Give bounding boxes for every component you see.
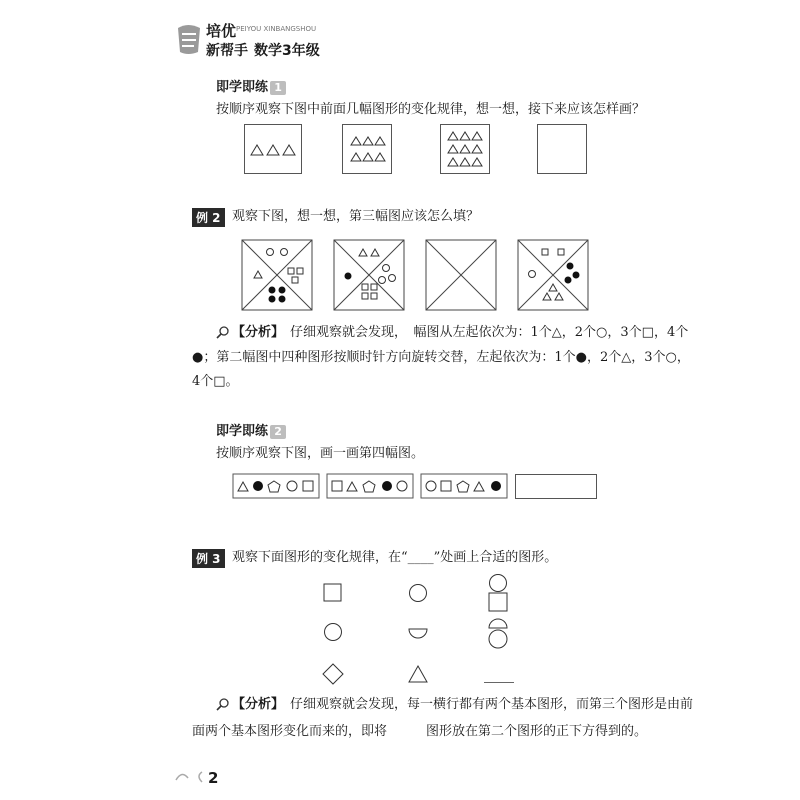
triangle-group-icon	[343, 125, 391, 173]
analysis-text: 仔细观察就会发现，每一横行都有两个基本图形，而第三个图形是由前	[290, 697, 694, 712]
diamond-shape-icon	[321, 662, 345, 686]
sequence-box-1	[233, 474, 319, 498]
practice-2-heading	[216, 420, 286, 439]
circle-shape-icon	[408, 583, 428, 603]
magnifier-icon	[216, 698, 230, 712]
pattern-box-1	[244, 124, 302, 174]
example-3-analysis-line-1	[232, 697, 693, 713]
circle-shape-icon	[323, 622, 343, 642]
pattern-box-2	[342, 124, 392, 174]
example-2-analysis-line-3: 4个□。	[192, 374, 239, 389]
triangle-shape-icon	[407, 664, 429, 684]
series-name: 新帮手	[206, 43, 248, 59]
circle-over-square-icon	[486, 574, 510, 614]
quad-figure-4	[518, 240, 588, 310]
example-2-tag: 例 2	[192, 208, 225, 227]
page-number: 2	[208, 769, 219, 787]
example-3-analysis-line-2: 面两个基本图形变化而来的，即将 图形放在第二个图形的正下方得到的。	[192, 724, 648, 739]
pattern-box-answer[interactable]	[537, 124, 587, 174]
practice-label: 即学即练	[216, 424, 269, 439]
example-2-analysis-line-1	[232, 325, 688, 341]
example-3-question: 观察下面图形的变化规律，在“____”处画上合适的图形。	[232, 550, 558, 565]
magnifier-icon	[216, 326, 230, 340]
pattern-box-3	[440, 124, 490, 174]
example-2-analysis-line-2: ●；第二幅图中四种图形按顺时针方向旋转交替，左起依次为：1个●，2个△，3个○，	[192, 350, 690, 365]
brand-pinyin: PEIYOU XINBANGSHOU	[236, 25, 317, 33]
quad-figure-1	[242, 240, 312, 310]
brand-logo-icon	[174, 22, 204, 56]
analysis-label: 【分析】	[232, 697, 285, 712]
practice-label: 即学即练	[216, 80, 269, 95]
page-header	[170, 18, 330, 60]
practice-1-instruction: 按顺序观察下图中前面几幅图形的变化规律，想一想，接下来应该怎样画？	[216, 102, 646, 117]
semicircle-shape-icon	[407, 627, 429, 641]
triangle-group-icon	[441, 125, 489, 173]
example-3-tag: 例 3	[192, 549, 225, 568]
example-2-question: 观察下图，想一想，第三幅图应该怎么填？	[232, 209, 480, 224]
square-shape-icon	[323, 583, 343, 603]
triangle-group-icon	[245, 125, 301, 173]
sequence-box-2	[327, 474, 413, 498]
semicircle-over-circle-icon	[486, 616, 510, 652]
subject-grade: 数学3年级	[254, 43, 320, 59]
sequence-box-3	[421, 474, 507, 498]
answer-blank-line[interactable]	[484, 682, 514, 683]
analysis-text: 仔细观察就会发现， 幅图从左起依次为：1个△，2个○，3个□，4个	[290, 325, 689, 340]
practice-number: 2	[270, 425, 286, 439]
brand-name: 培优	[206, 22, 237, 40]
sequence-box-answer[interactable]	[515, 474, 597, 499]
practice-1-heading	[216, 76, 286, 95]
practice-number: 1	[270, 81, 286, 95]
practice-2-instruction: 按顺序观察下图，画一画第四幅图。	[216, 446, 425, 461]
quad-figure-3-blank[interactable]	[426, 240, 496, 310]
quad-figure-2	[334, 240, 404, 310]
page-ornament-icon	[172, 766, 212, 786]
analysis-label: 【分析】	[232, 325, 285, 340]
